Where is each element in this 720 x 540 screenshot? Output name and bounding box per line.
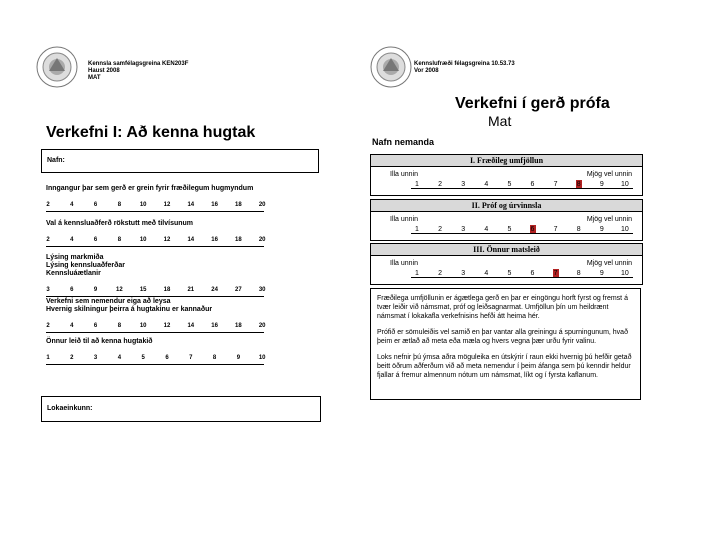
- course-header: Kennsla samfélagsgreina KEN203F Haust 2008 MAT: [88, 61, 189, 81]
- score-option[interactable]: 2: [70, 355, 74, 361]
- score-scale: [46, 287, 264, 297]
- rating-option[interactable]: 4: [484, 226, 489, 233]
- score-option[interactable]: 30: [258, 287, 266, 293]
- criterion-label-line: Hvernig skilningur þeirra á hugtakinu er kannaður: [46, 306, 213, 313]
- score-option[interactable]: 2: [46, 323, 50, 329]
- student-name-label: Nafn nemanda: [372, 137, 435, 147]
- scale-high-label: Mjög vel unnin: [586, 171, 632, 178]
- rating-option[interactable]: 4: [484, 181, 489, 188]
- score-option[interactable]: 20: [258, 323, 266, 329]
- score-option[interactable]: 20: [258, 237, 266, 243]
- criterion-label-line: Önnur leið til að kenna hugtakið: [46, 338, 153, 345]
- rating-option[interactable]: 2: [438, 226, 443, 233]
- page-subtitle: Mat: [488, 113, 512, 129]
- rating-option[interactable]: 3: [461, 270, 466, 277]
- comment-paragraph: Loks nefnir þú ýmsa aðra möguleika en útskýrir í raun ekki hvernig þú hefðir getað beitt öðrum aðferðum við að meta nemendur í þeim áfanga sem þú kenndir heldur fjallar á fremur almennum nótum um námsmat, líkt og í fyrsta kaflanum.: [377, 354, 632, 379]
- score-scale: [46, 202, 264, 212]
- score-option[interactable]: 10: [139, 323, 147, 329]
- score-scale: [46, 355, 264, 365]
- criterion-label: [46, 220, 193, 228]
- criterion-label-line: Val á kennsluaðferð rökstutt með tilvísunum: [46, 220, 194, 227]
- name-field-box: [41, 149, 319, 173]
- score-option[interactable]: 24: [211, 287, 218, 293]
- comment-paragraph: Prófið er sömuleiðis vel samið en þar vantar alla greiningu á spurningunum, hvað þeim er ætlað að meta eða mæla og hvers vegna þær urðu fyrir valinu.: [377, 329, 628, 345]
- name-label: Nafn:: [47, 157, 65, 164]
- score-option[interactable]: 8: [117, 237, 122, 243]
- scale-low-label: Illa unnin: [390, 260, 419, 267]
- rating-option[interactable]: 1: [415, 181, 419, 188]
- score-option[interactable]: 6: [93, 202, 98, 208]
- score-option[interactable]: 14: [187, 237, 195, 243]
- rating-option[interactable]: 9: [599, 270, 604, 277]
- score-option[interactable]: 4: [70, 202, 74, 208]
- university-seal-icon: [36, 46, 78, 88]
- scale-low-label: Illa unnin: [390, 171, 419, 178]
- score-scale: [46, 323, 264, 333]
- rating-option[interactable]: 2: [438, 270, 443, 277]
- scale-low-label: Illa unnin: [390, 216, 419, 223]
- rating-option[interactable]: 7: [553, 181, 558, 188]
- final-grade-label: Lokaeinkunn:: [47, 405, 93, 412]
- score-scale: [46, 237, 264, 247]
- score-option[interactable]: 18: [163, 287, 171, 293]
- criterion-label-line: Lýsing markmiða: [46, 254, 104, 261]
- rating-section: [370, 199, 643, 241]
- score-option[interactable]: 7: [189, 355, 193, 361]
- page-title: Verkefni í gerð prófa: [455, 95, 610, 112]
- rating-scale-line: [411, 277, 633, 278]
- rating-option[interactable]: 9: [599, 181, 604, 188]
- rating-option[interactable]: 5: [507, 226, 512, 233]
- score-option[interactable]: 10: [139, 237, 147, 243]
- score-option[interactable]: 3: [93, 355, 98, 361]
- rating-scale-line: [411, 188, 633, 189]
- score-option[interactable]: 20: [258, 202, 266, 208]
- rating-option[interactable]: 4: [484, 270, 489, 277]
- rating-option[interactable]: 8: [576, 226, 581, 233]
- score-option[interactable]: 1: [46, 355, 50, 361]
- score-option[interactable]: 2: [46, 202, 50, 208]
- score-option[interactable]: 9: [93, 287, 98, 293]
- criterion-label: [46, 185, 253, 193]
- rating-option[interactable]: 10: [620, 226, 629, 233]
- score-option[interactable]: 4: [117, 355, 122, 361]
- score-option[interactable]: 4: [70, 323, 74, 329]
- score-option[interactable]: 9: [236, 355, 241, 361]
- criterion-label: [46, 254, 125, 278]
- rating-option[interactable]: 9: [599, 226, 604, 233]
- score-option[interactable]: 21: [187, 287, 195, 293]
- score-option[interactable]: 12: [163, 323, 171, 329]
- score-option[interactable]: 12: [116, 287, 123, 293]
- rating-option[interactable]: 6: [530, 181, 535, 188]
- scale-high-label: Mjög vel unnin: [586, 216, 632, 223]
- score-option[interactable]: 8: [117, 202, 122, 208]
- criterion-label-line: Lýsing kennsluaðferðar: [46, 262, 125, 269]
- score-option[interactable]: 2: [46, 237, 50, 243]
- course-header: Kennslufræði félagsgreina 10.53.73 Vor 2008: [414, 61, 515, 74]
- comments: [377, 294, 634, 380]
- score-option[interactable]: 6: [70, 287, 74, 293]
- score-option[interactable]: 16: [211, 237, 218, 243]
- score-option[interactable]: 6: [165, 355, 169, 361]
- score-option[interactable]: 5: [141, 355, 145, 361]
- score-option[interactable]: 27: [235, 287, 242, 293]
- score-option[interactable]: 18: [235, 237, 242, 243]
- page-title: Verkefni I: Að kenna hugtak: [46, 124, 256, 141]
- rating-option[interactable]: 7: [553, 226, 558, 233]
- score-option[interactable]: 3: [46, 287, 50, 293]
- university-seal-icon: [370, 46, 412, 88]
- rating-option[interactable]: 3: [461, 181, 466, 188]
- rating-option[interactable]: 10: [620, 270, 629, 277]
- rating-section: [370, 243, 643, 285]
- rating-option[interactable]: 6: [530, 270, 535, 277]
- rating-option[interactable]: 10: [620, 181, 629, 188]
- criterion-label-line: Inngangur þar sem gerð er grein fyrir fræðilegum hugmyndum: [46, 185, 254, 192]
- criterion-label-line: Verkefni sem nemendur eiga að leysa: [46, 298, 171, 305]
- score-option[interactable]: 8: [117, 323, 122, 329]
- criterion-label: [46, 298, 212, 314]
- rating-option[interactable]: 3: [461, 226, 466, 233]
- score-option[interactable]: 15: [139, 287, 147, 293]
- rating-option[interactable]: 1: [415, 226, 419, 233]
- comments-box: [370, 288, 641, 400]
- section-title: II. Próf og úrvinnsla: [371, 200, 642, 212]
- rating-scale-line: [411, 233, 633, 234]
- score-option[interactable]: 16: [211, 323, 218, 329]
- score-option[interactable]: 6: [93, 323, 98, 329]
- score-option[interactable]: 12: [163, 237, 171, 243]
- score-option[interactable]: 14: [187, 323, 195, 329]
- scale-high-label: Mjög vel unnin: [586, 260, 632, 267]
- section-title: III. Önnur matsleið: [371, 244, 642, 256]
- rating-option[interactable]: 7: [553, 270, 558, 277]
- score-option[interactable]: 16: [211, 202, 218, 208]
- score-option[interactable]: 12: [163, 202, 171, 208]
- score-option[interactable]: 14: [187, 202, 195, 208]
- criterion-label: [46, 338, 153, 346]
- rating-option[interactable]: 5: [507, 270, 512, 277]
- score-option[interactable]: 6: [93, 237, 98, 243]
- comment-paragraph: Fræðilega umfjöllunin er ágætlega gerð en þar er eingöngu horft fyrst og fremst á tvær leiðir við námsmat, próf og leiðsagnarmat. Umfjöllun þín um heildrænt námsmat í lokakafla verkefnisins hefði átt heima hér.: [377, 295, 628, 320]
- score-option[interactable]: 18: [235, 323, 242, 329]
- score-option[interactable]: 10: [258, 355, 266, 361]
- rating-option[interactable]: 5: [507, 181, 512, 188]
- final-grade-box: [41, 396, 321, 422]
- rating-option[interactable]: 8: [576, 270, 581, 277]
- section-title: I. Fræðileg umfjöllun: [371, 155, 642, 167]
- score-option[interactable]: 8: [212, 355, 217, 361]
- rating-option[interactable]: 1: [415, 270, 419, 277]
- score-option[interactable]: 18: [235, 202, 242, 208]
- rating-option[interactable]: 6: [530, 226, 535, 233]
- score-option[interactable]: 4: [70, 237, 74, 243]
- score-option[interactable]: 10: [139, 202, 147, 208]
- rating-section: [370, 154, 643, 196]
- rating-option[interactable]: 8: [576, 181, 581, 188]
- rating-option[interactable]: 2: [438, 181, 443, 188]
- criterion-label-line: Kennsluáætlanir: [46, 270, 101, 277]
